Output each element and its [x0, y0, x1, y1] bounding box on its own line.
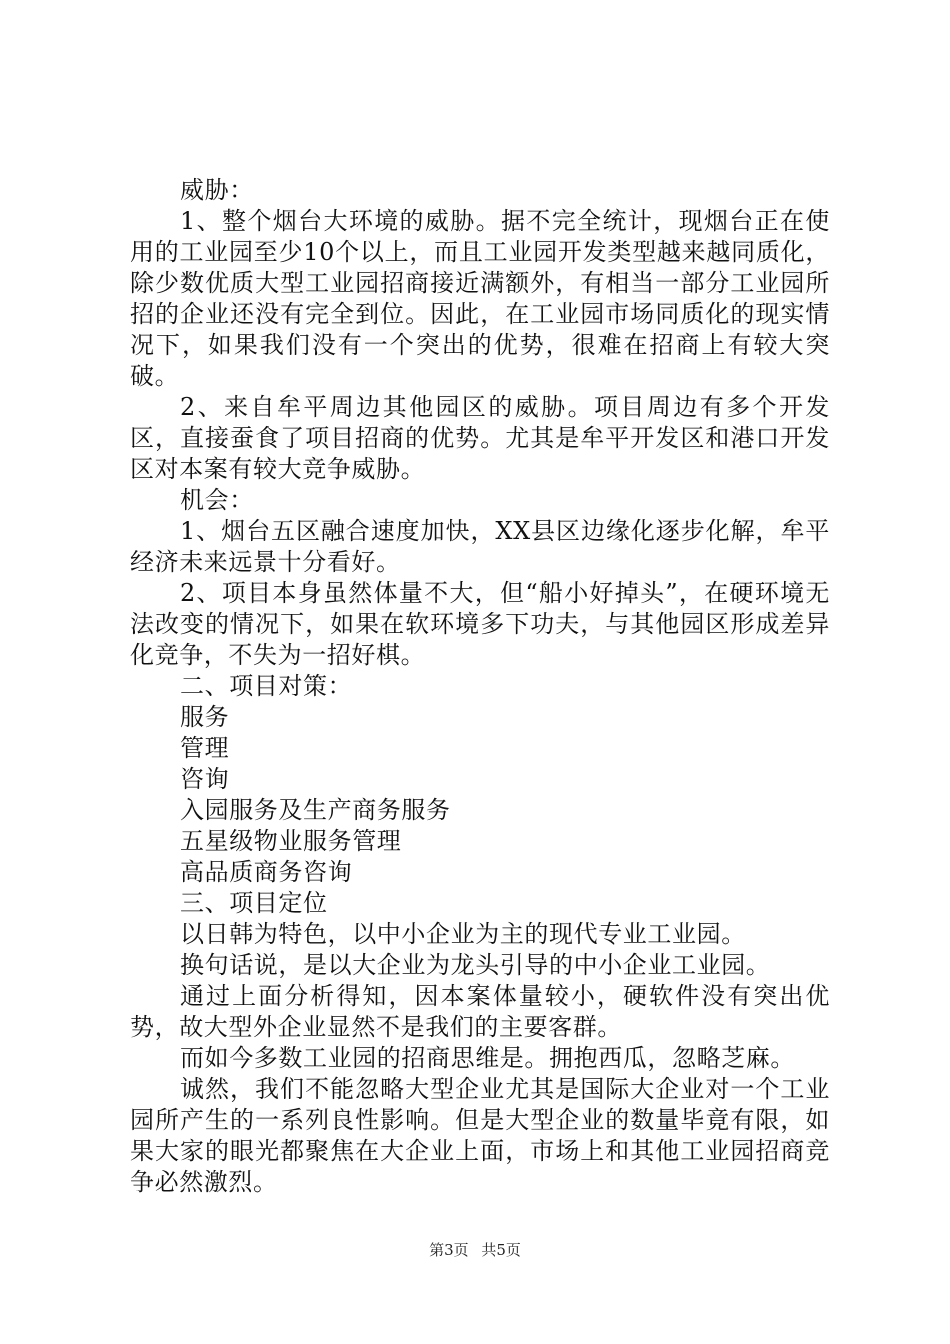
heading-opportunities: 机会：: [180, 486, 254, 514]
list-item-property-management: 五星级物业服务管理: [180, 827, 402, 855]
heading-project-positioning: 三、项目定位: [180, 889, 328, 917]
paragraph-threat-1: 1、整个烟台大环境的威胁。据不完全统计，现烟台正在使用的工业园至少10个以上，而且工业园开发类型越来越同质化，除少数优质大型工业园招商接近满额外，有相当一部分工业园所招的企业还没有完全到位。因此，在工业园市场同质化的现实情况下，如果我们没有一个突出的优势，很难在招商上有较大突破。: [130, 207, 830, 390]
page-footer: [0, 1239, 950, 1260]
page-total: 共5页: [481, 1241, 521, 1259]
paragraph-threat-2: 2、来自牟平周边其他园区的威胁。项目周边有多个开发区，直接蚕食了项目招商的优势。尤其是牟平开发区和港口开发区对本案有较大竞争威胁。: [130, 393, 830, 483]
document-body: [130, 175, 830, 1198]
paragraph-opportunity-2: 2、项目本身虽然体量不大，但“船小好掉头”，在硬环境无法改变的情况下，如果在软环境多下功夫，与其他园区形成差异化竞争，不失为一招好棋。: [130, 579, 830, 669]
paragraph-investment-thinking: 而如今多数工业园的招商思维是。拥抱西瓜，忽略芝麻。: [180, 1044, 795, 1072]
paragraph-positioning-1: 以日韩为特色，以中小企业为主的现代专业工业园。: [180, 920, 746, 948]
paragraph-analysis: 通过上面分析得知，因本案体量较小，硬软件没有突出优势，故大型外企业显然不是我们的主要客群。: [130, 982, 830, 1041]
paragraph-opportunity-1: 1、烟台五区融合速度加快，XX县区边缘化逐步化解，牟平经济未来远景十分看好。: [130, 517, 830, 576]
list-item-management: 管理: [180, 734, 230, 762]
list-item-consulting: 咨询: [180, 765, 230, 793]
paragraph-positioning-2: 换句话说，是以大企业为龙头引导的中小企业工业园。: [180, 951, 771, 979]
heading-threats: 威胁：: [180, 176, 254, 204]
list-item-business-consulting: 高品质商务咨询: [180, 858, 353, 886]
paragraph-conclusion: 诚然，我们不能忽略大型企业尤其是国际大企业对一个工业园所产生的一系列良性影响。但是大型企业的数量毕竟有限，如果大家的眼光都聚焦在大企业上面，市场上和其他工业园招商竞争必然激烈。: [130, 1075, 830, 1196]
list-item-service: 服务: [180, 703, 230, 731]
page-number: 第3页: [429, 1241, 469, 1259]
list-item-park-services: 入园服务及生产商务服务: [180, 796, 451, 824]
heading-project-strategy: 二、项目对策：: [180, 672, 353, 700]
